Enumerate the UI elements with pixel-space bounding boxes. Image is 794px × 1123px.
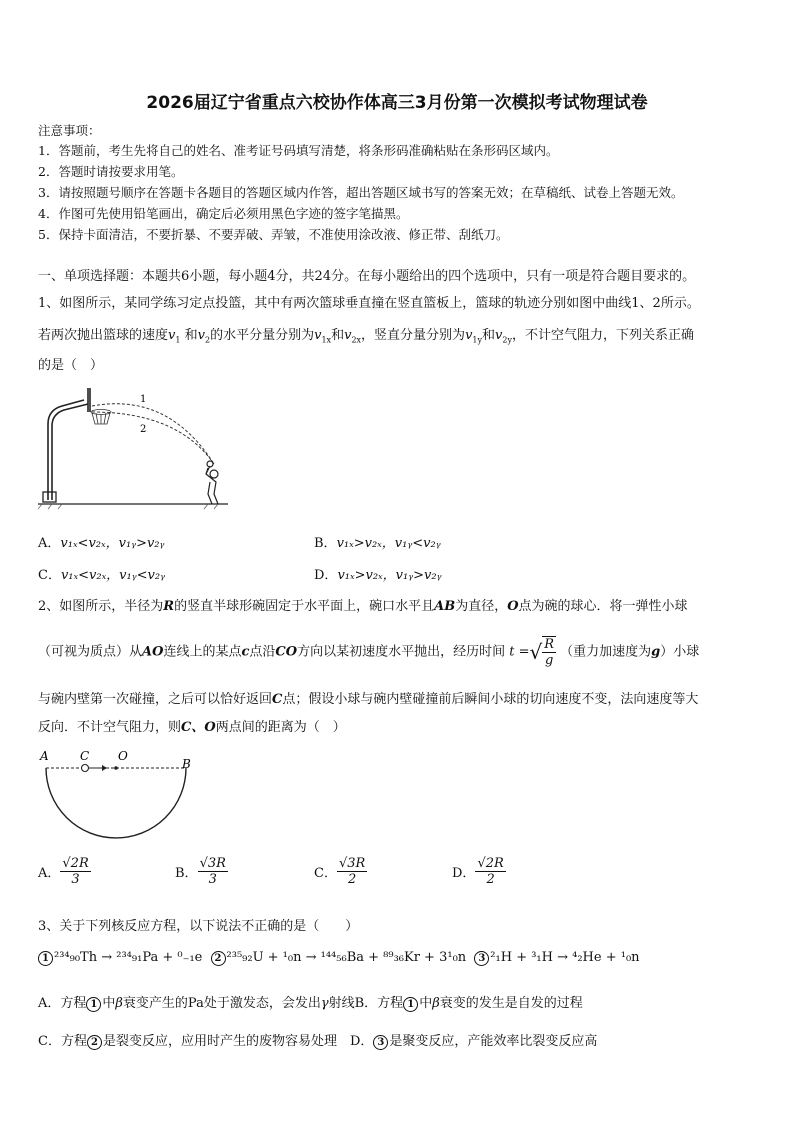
label-o: O bbox=[118, 749, 128, 763]
q1-option-c[interactable]: C．v₁ₓ<v₂ₓ，v₁ᵧ<v₂ᵧ bbox=[38, 568, 165, 583]
label-a: A bbox=[40, 749, 49, 763]
bowl-figure bbox=[36, 746, 206, 842]
q2-option-a[interactable]: A． $\frac{√2R}{3}$ bbox=[38, 856, 89, 887]
equation-2: ²³⁵₉₂U + ¹₀n → ¹⁴⁴₅₆Ba + ⁸⁹₃₆Kr + 3¹₀n bbox=[226, 950, 467, 965]
q1-option-d[interactable]: D．v₁ₓ>v₂ₓ，v₁ᵧ>v₂ᵧ bbox=[314, 568, 442, 583]
q1-line1: 1、如图所示，某同学练习定点投篮，其中有两次篮球垂直撞在竖直篮板上，篮球的轨迹分别如图中曲线1、2所示。 bbox=[38, 296, 700, 311]
center-o bbox=[114, 766, 118, 770]
q1-option-a[interactable]: A．v₁ₓ<v₂ₓ，v₁ᵧ>v₂ᵧ bbox=[38, 536, 165, 551]
equation-3: ²₁H + ³₁H → ⁴₂He + ¹₀n bbox=[490, 950, 640, 965]
q2-line2: （可视为质点）从AO连线上的某点c点沿CO方向以某初速度水平抛出，经历时间 t =√ $\frac{R}{g}$ （重力加速度为g）小球 bbox=[38, 637, 700, 668]
q2-line1: 2、如图所示，半径为R的竖直半球形碗固定于水平面上，碗口水平且AB为直径，O点为碗的球心．将一弹性小球 bbox=[38, 599, 688, 614]
ball-c bbox=[82, 765, 89, 772]
q3-equations bbox=[38, 950, 640, 966]
curve-2-label: 2 bbox=[140, 424, 147, 435]
notice-item: 5．保持卡面清洁，不要折暴、不要弄破、弄皱，不准使用涂改液、修正带、刮纸刀。 bbox=[38, 227, 509, 242]
notice-item: 2．答题时请按要求用笔。 bbox=[38, 164, 184, 179]
notice-item: 4．作图可先使用铅笔画出，确定后必须用黑色字迹的签字笔描黑。 bbox=[38, 206, 409, 221]
marker-2: 2 bbox=[211, 951, 226, 966]
q2-option-b[interactable]: B． $\frac{√3R}{3}$ bbox=[175, 856, 226, 887]
marker-3: 3 bbox=[474, 951, 489, 966]
label-c: C bbox=[80, 749, 90, 763]
page-title: 2026届辽宁省重点六校协作体高三3月份第一次模拟考试物理试卷 bbox=[146, 93, 648, 113]
notice-heading: 注意事项： bbox=[38, 123, 101, 138]
basketball-figure bbox=[38, 382, 238, 512]
q1-option-b[interactable]: B．v₁ₓ>v₂ₓ，v₁ᵧ<v₂ᵧ bbox=[314, 536, 441, 551]
q2-option-c[interactable]: C． $\frac{√3R}{2}$ bbox=[314, 856, 366, 887]
trajectory-2 bbox=[92, 412, 214, 464]
curve-1-label: 1 bbox=[140, 394, 147, 405]
hoop-stand bbox=[48, 388, 90, 500]
q1-line3: 的是（ ） bbox=[38, 358, 104, 373]
notice-item: 1．答题前，考生先将自己的姓名、准考证号码填写清楚，将条形码准确粘贴在条形码区域内。 bbox=[38, 143, 559, 158]
q2-line4: 反向．不计空气阻力，则C、O两点间的距离为（ ） bbox=[38, 720, 346, 735]
q3-option-cd[interactable]: C．方程 2 是裂变反应，应用时产生的废物容易处理 D． 3 是聚变反应，产能效率比裂变反应高 bbox=[38, 1034, 598, 1049]
q3-option-ab[interactable]: A．方程 1 中β衰变产生的Pa处于激发态，会发出γ射线B．方程 1 中β衰变的发生是自发的过程 bbox=[38, 996, 583, 1011]
equation-1: ²³⁴₉₀Th → ²³⁴₉₁Pa + ⁰₋₁e bbox=[54, 950, 203, 965]
section-heading: 一、单项选择题：本题共6小题，每小题4分，共24分。在每小题给出的四个选项中，只有一项是符合题目要求的。 bbox=[38, 269, 696, 284]
q2-line3: 与碗内壁第一次碰撞，之后可以恰好返回C点；假设小球与碗内壁碰撞前后瞬间小球的切向速度不变，法向速度等大 bbox=[38, 692, 699, 707]
ground-hatch bbox=[38, 504, 218, 509]
player-figure bbox=[206, 461, 218, 504]
label-b: B bbox=[182, 757, 191, 771]
marker-1: 1 bbox=[38, 951, 53, 966]
q2-option-d[interactable]: D． $\frac{√2R}{2}$ bbox=[452, 856, 504, 887]
q3-stem: 3、关于下列核反应方程，以下说法不正确的是（ ） bbox=[38, 919, 359, 934]
q1-line2: 若两次抛出篮球的速度$v_1$ 和$v_2$的水平分量分别为$v_{1x}$和$v_{2x}$，竖直分量分别为$v_{1y}$和$v_{2y}$，不计空气阻力，下列关系正确 bbox=[38, 328, 695, 345]
notice-item: 3．请按照题号顺序在答题卡各题目的答题区域内作答，超出答题区域书写的答案无效；在草稿纸、试卷上答题无效。 bbox=[38, 185, 684, 200]
